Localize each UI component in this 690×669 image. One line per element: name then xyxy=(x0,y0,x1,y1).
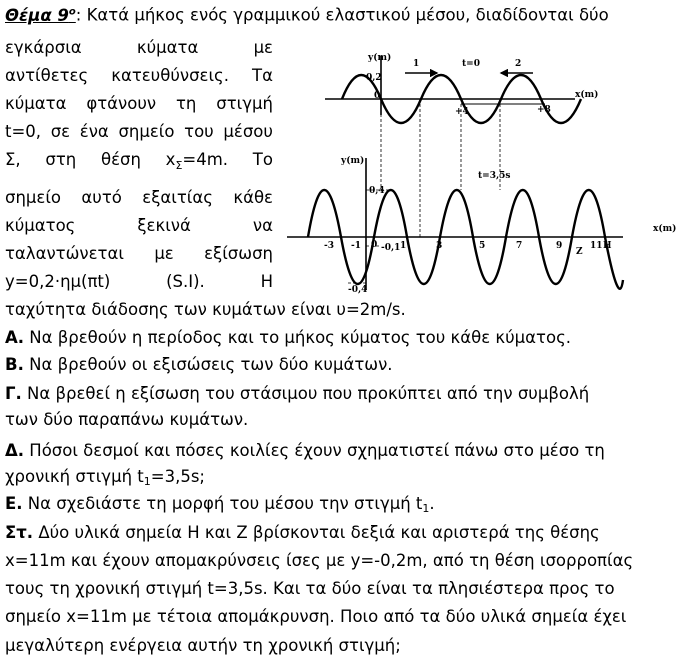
question-st-line-2: x=11m και έχουν απομακρύνσεις ίσες με y=-0,2m, από τη θέση ισορροπίας xyxy=(5,551,634,570)
question-e: Ε. Να σχεδιάστε τη μορφή του μέσου την στιγμή $t_1$. xyxy=(5,494,435,515)
top-tick-8: +8 xyxy=(537,105,551,115)
bottom-amp-pos: 0,4 xyxy=(369,186,385,196)
bottom-graph xyxy=(287,104,676,295)
left-line-4: t=0, σε ένα σημείο του μέσου xyxy=(5,122,273,141)
point-z-label: Z xyxy=(576,247,583,257)
left-line-1: εγκάρσια κύματα με xyxy=(5,38,273,57)
bottom-neg-small: -0,1 xyxy=(381,243,401,253)
top-tick-4: +4 xyxy=(455,107,469,117)
top-arrow-1-label: 1 xyxy=(413,59,420,69)
intro-line xyxy=(5,2,609,26)
x-tick: 5 xyxy=(479,241,486,251)
question-st-line-4: σημείο x=11m με τέτοια απομάκρυνση. Ποιο από τα δύο υλικά σημεία έχει xyxy=(5,607,627,626)
intro-text: : Κατά μήκος ενός γραμμικού ελαστικού μέσου, διαδίδονται δύο xyxy=(75,5,609,25)
question-d: Δ. Πόσοι δεσμοί και πόσες κοιλίες έχουν σχηματιστεί πάνω στο μέσο τη xyxy=(5,441,605,460)
top-y-label: y(m) xyxy=(368,53,392,63)
x-tick: 1 xyxy=(400,241,407,251)
left-line-2: αντίθετες κατευθύνσεις. Τα xyxy=(5,66,273,85)
question-d-cont: χρονική στιγμή $t_1=3,5s$; xyxy=(5,467,205,488)
question-st-line-3: τους τη χρονική στιγμή t=3,5s. Και τα δύο είναι τα πλησιέστερα προς το xyxy=(5,579,615,598)
point-h-label: H xyxy=(603,241,612,251)
x-tick: 11 xyxy=(590,241,603,251)
left-line-6: σημείο αυτό εξαιτίας κάθε xyxy=(5,188,273,207)
top-amp-label: 0,2 xyxy=(366,73,382,83)
problem-title: Θέμα $9^o$ xyxy=(5,5,76,25)
bottom-origin: 0 xyxy=(371,240,378,250)
question-c-cont: των δύο παραπάνω κυμάτων. xyxy=(5,410,249,429)
left-line-8: ταλαντώνεται με εξίσωση xyxy=(5,244,273,263)
question-b: Β. Να βρεθούν οι εξισώσεις των δύο κυμάτων. xyxy=(5,355,393,374)
top-x-label: x(m) xyxy=(575,90,599,100)
wave-figure xyxy=(285,40,690,302)
x-tick: 3 xyxy=(436,241,443,251)
top-graph xyxy=(325,52,598,123)
bottom-amp-neg: -0,4 xyxy=(348,285,368,295)
bottom-time-label: t=3,5s xyxy=(478,171,511,181)
left-line-7: κύματος ξεκινά να xyxy=(5,216,273,235)
left-line-9: y=0,2·ημ(πt) (S.I). Η xyxy=(5,272,273,291)
question-a: Α. Να βρεθούν η περίοδος και το μήκος κύματος του κάθε κύματος. xyxy=(5,328,571,347)
x-tick: 9 xyxy=(556,241,563,251)
speed-line: ταχύτητα διάδοσης των κυμάτων είναι υ=2m/s. xyxy=(5,300,406,319)
x-tick: -3 xyxy=(324,241,334,251)
question-c: Γ. Να βρεθεί η εξίσωση του στάσιμου που προκύπτει από την συμβολή xyxy=(5,384,590,403)
bottom-y-label: y(m) xyxy=(341,156,365,166)
standing-wave xyxy=(308,190,623,289)
question-st-line-5: μεγαλύτερη ενέργεια αυτήν τη χρονική στιγμή; xyxy=(5,636,401,655)
left-line-3: κύματα φτάνουν τη στιγμή xyxy=(5,94,273,113)
x-tick: -1 xyxy=(351,241,361,251)
top-arrow-2-label: 2 xyxy=(515,59,522,69)
top-origin-label: 0 xyxy=(374,91,381,101)
question-st: Στ. Δύο υλικά σημεία Η και Ζ βρίσκονται δεξιά και αριστερά της θέσης xyxy=(5,523,600,542)
left-line-5: Σ, στη θέση $x_\Sigma=4m$. Το xyxy=(5,150,273,172)
bottom-x-label: x(m) xyxy=(653,224,677,234)
x-tick: 7 xyxy=(516,241,523,251)
top-time-label: t=0 xyxy=(462,59,480,69)
